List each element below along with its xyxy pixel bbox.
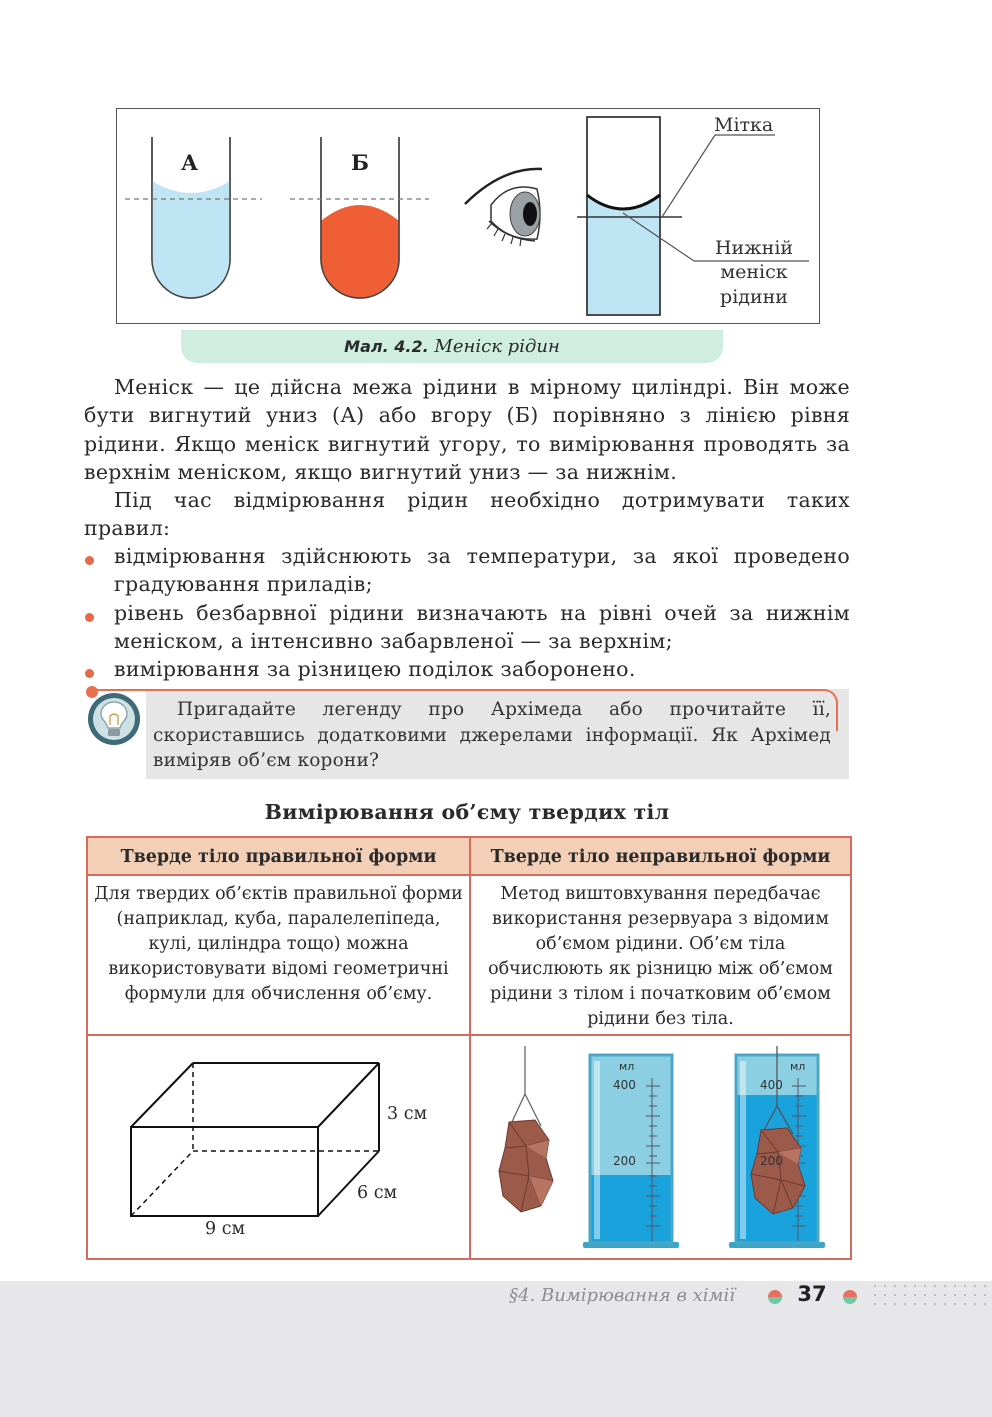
measuring-cylinder-icon: [729, 1046, 825, 1248]
regular-solid-description: Для твердих об’єктів правильної форми (наприклад, куба, паралелепіпеда, кулі, циліндра тощо) можна використовувати відомі геометричні формули для обчислення об’єму.: [88, 876, 469, 1036]
lightbulb-icon: [86, 691, 142, 747]
cylinder-unit-label-1: мл: [619, 1060, 635, 1073]
bullet-icon: [85, 556, 94, 565]
lower-meniscus-label-line3: рідини: [720, 286, 788, 308]
meniscus-figure: [116, 108, 820, 324]
table-illustrations: [88, 1036, 850, 1258]
rules-list: [84, 542, 850, 683]
lower-meniscus-label-line1: Нижній: [714, 237, 794, 259]
lower-meniscus-label-line2: меніск: [720, 261, 788, 283]
bullet-icon: [85, 669, 94, 678]
cylinder-mark-low-2: 200: [760, 1154, 783, 1168]
figure-caption: [181, 330, 723, 363]
mark-label: Мітка: [714, 114, 774, 136]
caption-text: Меніск рідин: [434, 336, 560, 357]
cylinder-unit-label-2: мл: [790, 1060, 806, 1073]
table-title: Вимірювання об’єму твердих тіл: [264, 800, 670, 824]
rule-text: вимірювання за різницею поділок заборонено.: [114, 657, 636, 682]
irregular-solid-description: Метод виштовхування передбачає використання резервуара з відомим об’ємом рідини. Об’єм тіла обчислюють як різницю між об’ємом рідини з тілом і початковим об’ємом рідини без тіла.: [471, 876, 850, 1036]
caption-number: Мал. 4.2.: [344, 337, 429, 356]
header-irregular-solid: Тверде тіло неправильної форми: [471, 838, 850, 876]
rule-text: рівень безбарвної рідини визначають на рівні очей за нижнім меніском, а інтенсивно забарвленої — за верхнім;: [114, 600, 850, 653]
note-text: Пригадайте легенду про Архімеда або прочитайте її, скориставшись додатковими джерелами інформації. Як Архімед виміряв об’єм корони?: [153, 699, 831, 771]
eye-icon: [465, 169, 542, 246]
cylinder-mark-high-1: 400: [613, 1078, 636, 1092]
solids-volume-table: [86, 836, 852, 1260]
rule-text: відмірювання здійснюють за температури, за якої проведено градуювання приладів;: [114, 544, 850, 597]
header-regular-solid: Тверде тіло правильної форми: [88, 838, 469, 876]
page-dot-left-icon: [768, 1290, 782, 1304]
page-number: 37: [797, 1282, 827, 1306]
box-depth-label: 6 см: [357, 1183, 398, 1203]
dot-pattern: [872, 1283, 992, 1311]
list-item: [84, 599, 850, 656]
rules-intro-paragraph: Під час відмірювання рідин необхідно дотримувати таких правил:: [84, 488, 850, 541]
page-dot-right-icon: [843, 1290, 857, 1304]
tube-a-label: А: [181, 150, 199, 175]
list-item: [84, 542, 850, 599]
rock-icon: [499, 1046, 553, 1212]
list-item: [84, 655, 850, 683]
cylinder-mark-high-2: 400: [760, 1078, 783, 1092]
meniscus-paragraph: Меніск — це дійсна межа рідини в мірному циліндрі. Він може бути вигнутий униз (А) або вгору (Б) порівняно з лінією рівня рідини. Якщо меніск вигнутий угору, то вимірювання проводять за верхнім меніском, якщо вигнутий униз — за нижнім.: [84, 375, 850, 484]
cylinder-mark-low-1: 200: [613, 1154, 636, 1168]
tube-b-label: Б: [351, 150, 369, 175]
footer-section-title: §4. Вимірювання в хімії: [509, 1285, 735, 1306]
box-height-label: 3 см: [387, 1104, 428, 1124]
box-width-label: 9 см: [205, 1219, 246, 1239]
bullet-icon: [85, 613, 94, 622]
box-diagram: [88, 1036, 469, 1258]
